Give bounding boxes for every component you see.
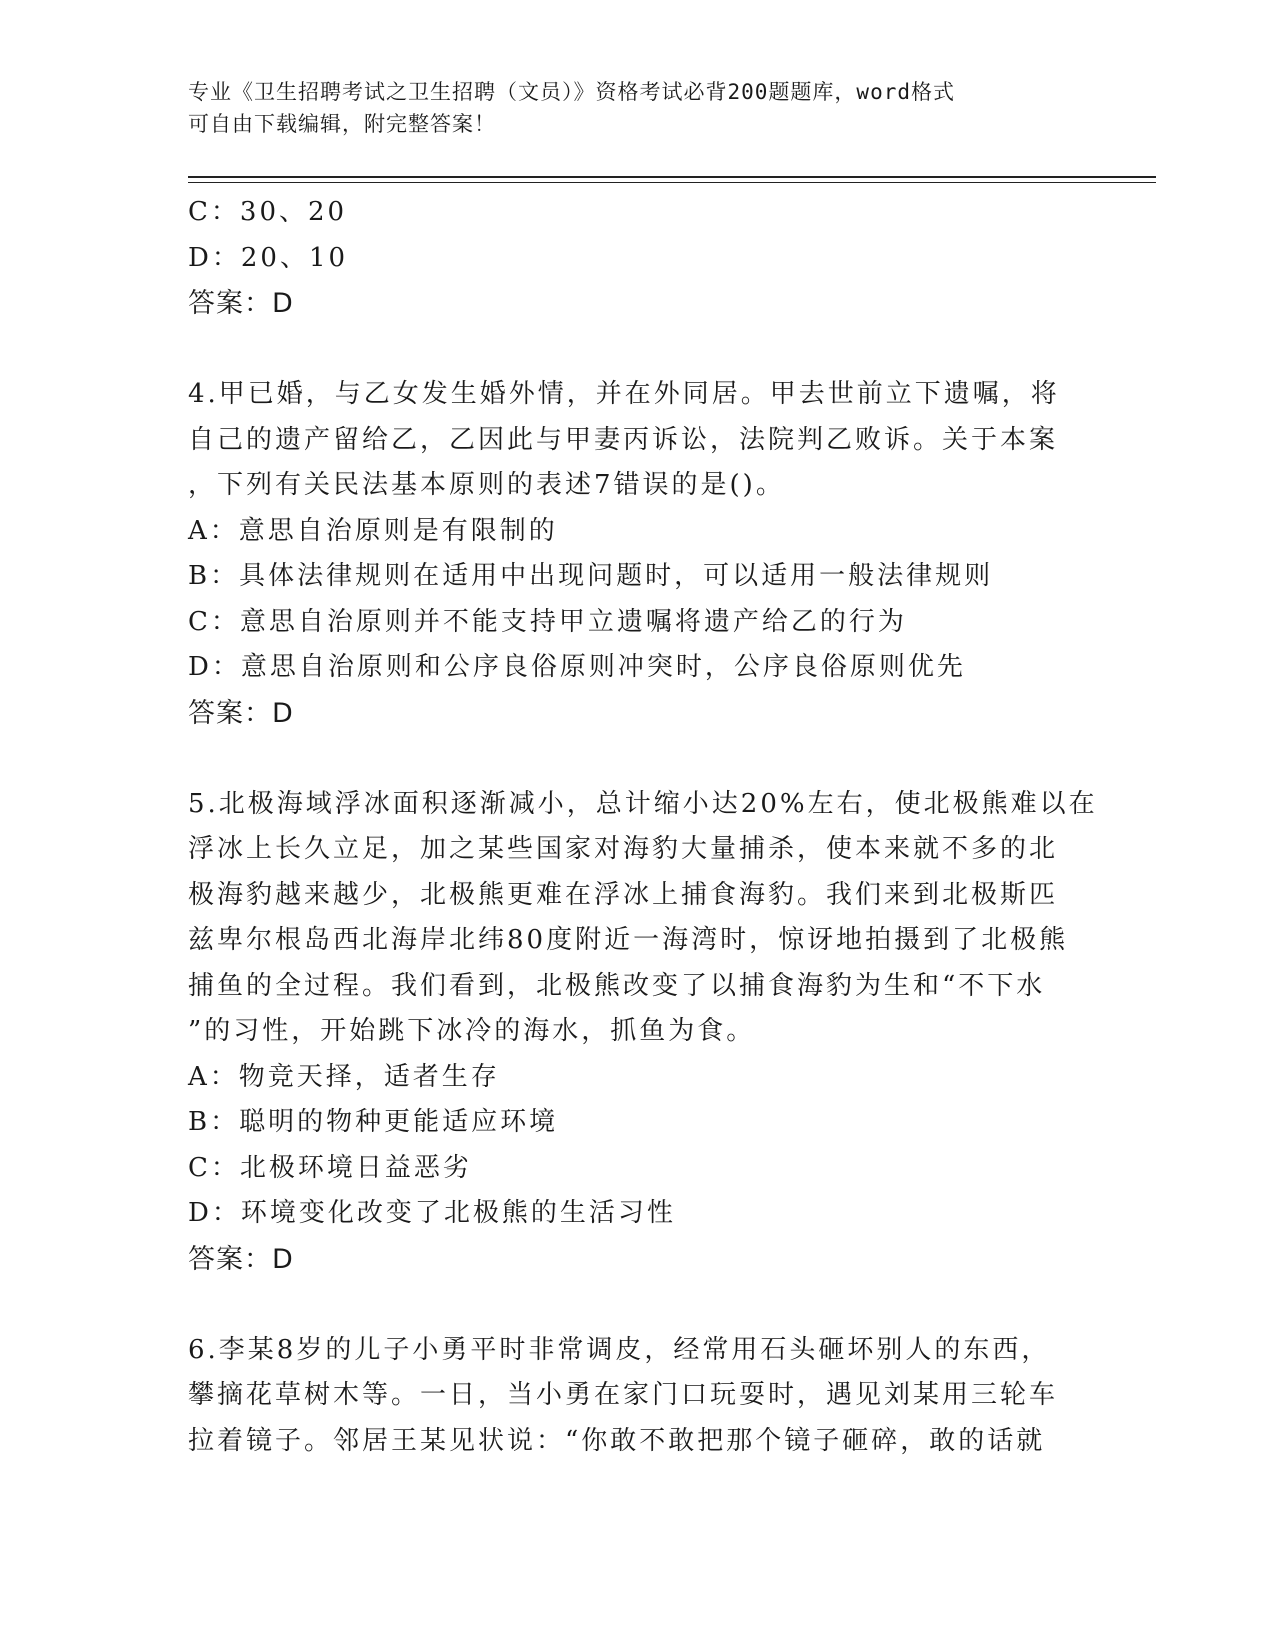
document-body — [188, 190, 1098, 1464]
option-a — [188, 1055, 1088, 1101]
option-text: 北极环境日益恶劣 — [239, 1152, 472, 1183]
option-label: B： — [188, 561, 240, 591]
question-stem-line: 浮冰上长久立足，加之某些国家对海豹大量捕杀，使本来就不多的北 — [188, 834, 1059, 864]
option-d — [188, 645, 1088, 691]
option-label: C： — [188, 606, 240, 637]
option-text: 意思自治原则是有限制的 — [238, 515, 558, 546]
question-stem-line: 5.北极海域浮冰面积逐渐减小，总计缩小达20%左右，使北极熊难以在 — [188, 788, 1098, 819]
header-divider-thick — [188, 176, 1156, 178]
option-d — [188, 236, 1088, 282]
page-header — [188, 76, 1068, 140]
answer-line: 答案：D — [188, 1243, 294, 1275]
answer-line: 答案：D — [188, 288, 294, 319]
option-a — [188, 509, 1088, 555]
option-label: A： — [188, 1061, 239, 1092]
header-divider-thin — [188, 182, 1156, 183]
question-stem-line: 极海豹越来越少，北极熊更难在浮冰上捕食海豹。我们来到北极斯匹 — [188, 879, 1059, 910]
question-6 — [188, 1328, 1088, 1465]
question-stem-line: ”的习性，开始跳下冰冷的海水，抓鱼为食。 — [188, 1016, 756, 1046]
question-stem-line: 自己的遗产留给乙，乙因此与甲妻丙诉讼，法院判乙败诉。关于本案 — [188, 424, 1059, 455]
option-text: 20、10 — [240, 242, 349, 273]
header-title-line-1: 专业《卫生招聘考试之卫生招聘（文员）》资格考试必背200题题库，word格式 — [188, 80, 955, 104]
question-5 — [188, 782, 1098, 1283]
answer-line: 答案：D — [188, 697, 294, 729]
question-stem-line: ，下列有关民法基本原则的表述7错误的是()。 — [188, 470, 785, 500]
option-text: 聪明的物种更能适应环境 — [239, 1107, 559, 1137]
option-text: 物竞天择，适者生存 — [238, 1061, 500, 1092]
spacer — [188, 1282, 1088, 1328]
question-stem-line: 攀摘花草树木等。一日，当小勇在家门口玩耍时，遇见刘某用三轮车 — [188, 1380, 1059, 1410]
spacer — [188, 736, 1088, 782]
question-stem-line: 兹卑尔根岛西北海岸北纬80度附近一海湾时，惊讶地拍摄到了北极熊 — [188, 925, 1069, 955]
option-label: D： — [188, 652, 241, 682]
question-4 — [188, 372, 1088, 736]
option-text: 环境变化改变了北极熊的生活习性 — [240, 1198, 676, 1228]
spacer — [188, 327, 1088, 373]
option-text: 具体法律规则在适用中出现问题时，可以适用一般法律规则 — [239, 561, 994, 591]
option-d — [188, 1191, 1088, 1237]
option-b — [188, 1100, 1088, 1146]
question-3-tail — [188, 190, 1088, 327]
option-b — [188, 554, 1088, 600]
option-c — [188, 190, 1088, 236]
header-title-line-2: 可自由下载编辑，附完整答案！ — [188, 112, 496, 136]
option-label: C： — [188, 197, 240, 227]
option-label: A： — [188, 515, 239, 546]
option-text: 30、20 — [239, 197, 348, 227]
option-label: C： — [188, 1152, 240, 1183]
question-stem-line: 4.甲已婚，与乙女发生婚外情，并在外同居。甲去世前立下遗嘱，将 — [188, 379, 1060, 409]
question-stem-line: 捕鱼的全过程。我们看到，北极熊改变了以捕食海豹为生和“不下水 — [188, 970, 1046, 1001]
option-c — [188, 1146, 1088, 1192]
option-label: D： — [188, 242, 241, 273]
question-stem-line: 6.李某8岁的儿子小勇平时非常调皮，经常用石头砸坏别人的东西， — [188, 1334, 1051, 1365]
option-c — [188, 600, 1088, 646]
option-label: B： — [188, 1107, 240, 1137]
option-label: D： — [188, 1198, 241, 1228]
question-stem-line: 拉着镜子。邻居王某见状说：“你敢不敢把那个镜子砸碎，敢的话就 — [188, 1425, 1046, 1456]
option-text: 意思自治原则并不能支持甲立遗嘱将遗产给乙的行为 — [239, 606, 907, 637]
option-text: 意思自治原则和公序良俗原则冲突时，公序良俗原则优先 — [240, 652, 966, 682]
